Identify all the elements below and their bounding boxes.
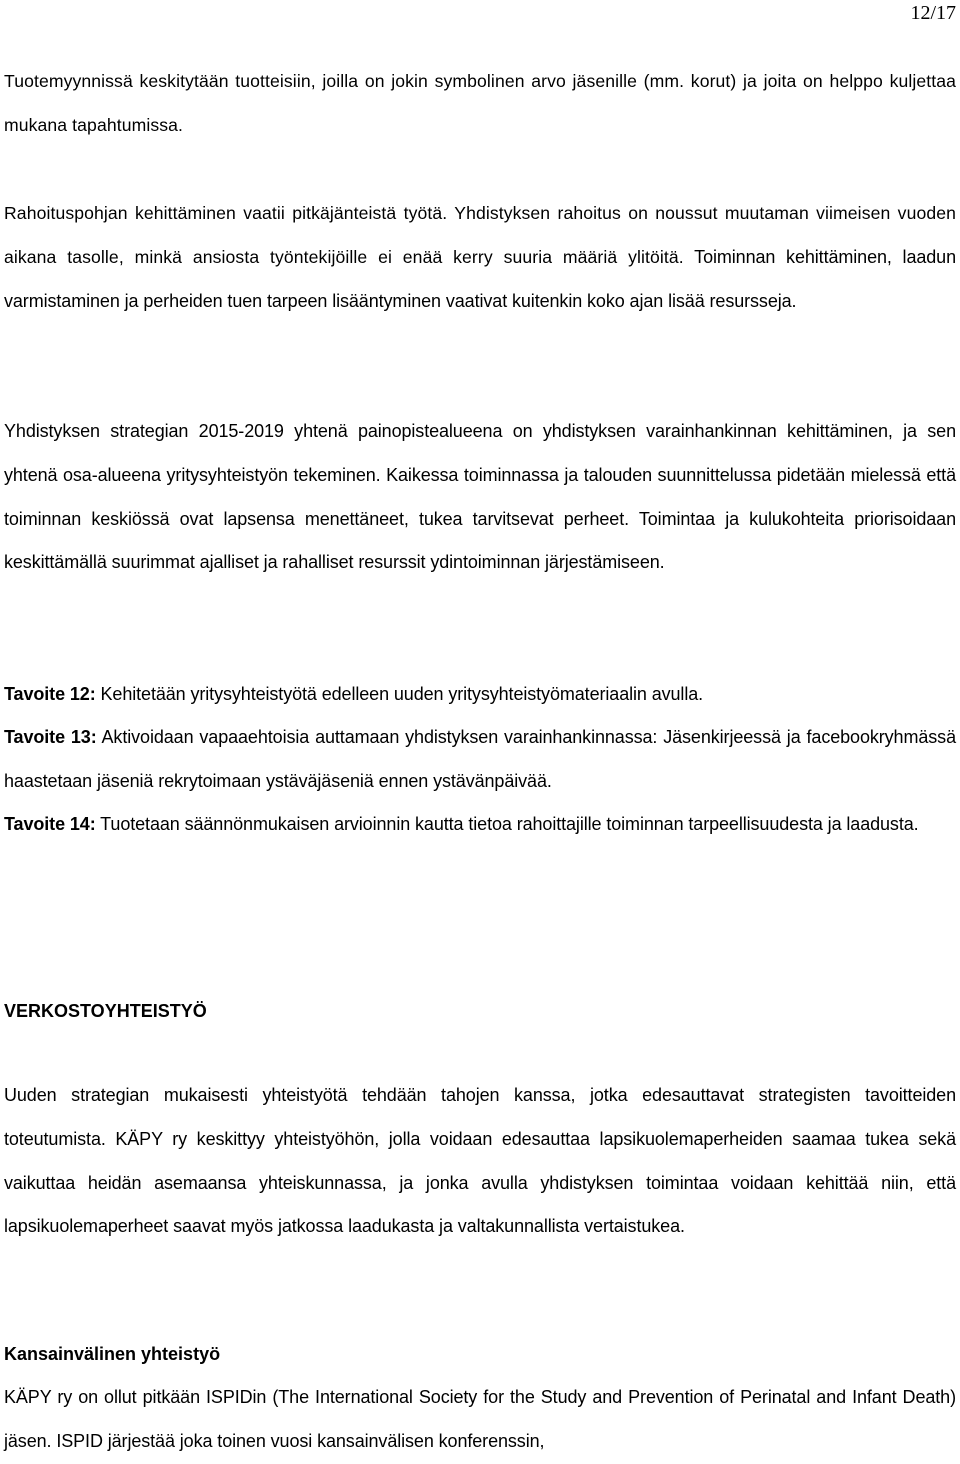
paragraph-network: Uuden strategian mukaisesti yhteistyötä tehdään tahojen kanssa, jotka edesauttavat strategisten tavoitteiden toteutumista. KÄPY ry keskittyy yhteistyöhön, jolla voidaan edesauttaa lapsikuolemaperheiden saamaa tukea sekä vaikuttaa heidän asemaansa yhteiskunnassa, ja jonka avulla yhdistyksen toimintaa voidaan kehittää niin, että lapsikuolemaperheet saavat myös jatkossa laadukasta ja valtakunnallista vertaistukea. bbox=[4, 1085, 956, 1237]
paragraph-strategy: Yhdistyksen strategian 2015-2019 yhtenä painopistealueena on yhdistyksen varainhankinnan kehittäminen, ja sen yhtenä osa-alueena yritysyhteistyön tekeminen. Kaikessa toiminnassa ja talouden suunnittelussa pidetään mielessä että toiminnan keskiössä ovat lapsensa menettäneet, tukea tarvitsevat perheet. Toimintaa ja kulukohteita priorisoidaan keskittämällä suurimmat ajalliset ja rahalliset resurssit ydintoiminnan järjestämiseen. bbox=[4, 421, 956, 573]
goal-14 bbox=[4, 803, 956, 847]
section-heading-network: VERKOSTOYHTEISTYÖ bbox=[4, 1001, 207, 1021]
paragraph-funding-base-text: Rahoituspohjan kehittäminen vaatii pitkäjänteistä työtä. Yhdistyksen rahoitus on noussut muutaman viimeisen vuoden aikana tasolle, minkä ansiosta työntekijöille ei enää kerry suuria määriä ylitöitä. bbox=[4, 203, 956, 267]
goal-12 bbox=[4, 673, 956, 717]
goal-13 bbox=[4, 716, 956, 804]
paragraph-international: KÄPY ry on ollut pitkään ISPIDin (The International Society for the Study and Prevention of Perinatal and Infant Death) jäsen. ISPID järjestää joka toinen vuosi kansainvälisen konferenssin, bbox=[4, 1387, 956, 1451]
section-heading-international: Kansainvälinen yhteistyö bbox=[4, 1344, 221, 1364]
goal-12-text: Kehitetään yritysyhteistyötä edelleen uuden yritysyhteistyömateriaalin avulla. bbox=[95, 684, 704, 704]
goal-13-label: Tavoite 13: bbox=[4, 727, 97, 747]
goal-13-text: Aktivoidaan vapaaehtoisia auttamaan yhdistyksen varainhankinnassa: Jäsenkirjeessä ja facebookryhmässä haastetaan jäseniä rekrytoimaan ystäväjäseniä ennen ystävänpäivää. bbox=[4, 727, 956, 791]
goal-12-label: Tavoite 12: bbox=[4, 684, 96, 704]
paragraph-funding-base bbox=[4, 192, 956, 323]
goal-14-label: Tavoite 14: bbox=[4, 814, 96, 834]
page-number: 12/17 bbox=[910, 2, 956, 24]
goal-14-text: Tuotetaan säännönmukaisen arvioinnin kautta tietoa rahoittajille toiminnan tarpeellisuudesta ja laadusta. bbox=[95, 814, 919, 834]
paragraph-product-sales: Tuotemyynnissä keskitytään tuotteisiin, joilla on jokin symbolinen arvo jäsenille (mm. korut) ja joita on helppo kuljettaa mukana tapahtumissa. bbox=[4, 71, 956, 135]
paragraph-funding-resources-text: Toiminnan kehittäminen, laadun varmistaminen ja perheiden tuen tarpeen lisääntyminen vaativat kuitenkin koko ajan lisää resursseja. bbox=[4, 246, 956, 311]
